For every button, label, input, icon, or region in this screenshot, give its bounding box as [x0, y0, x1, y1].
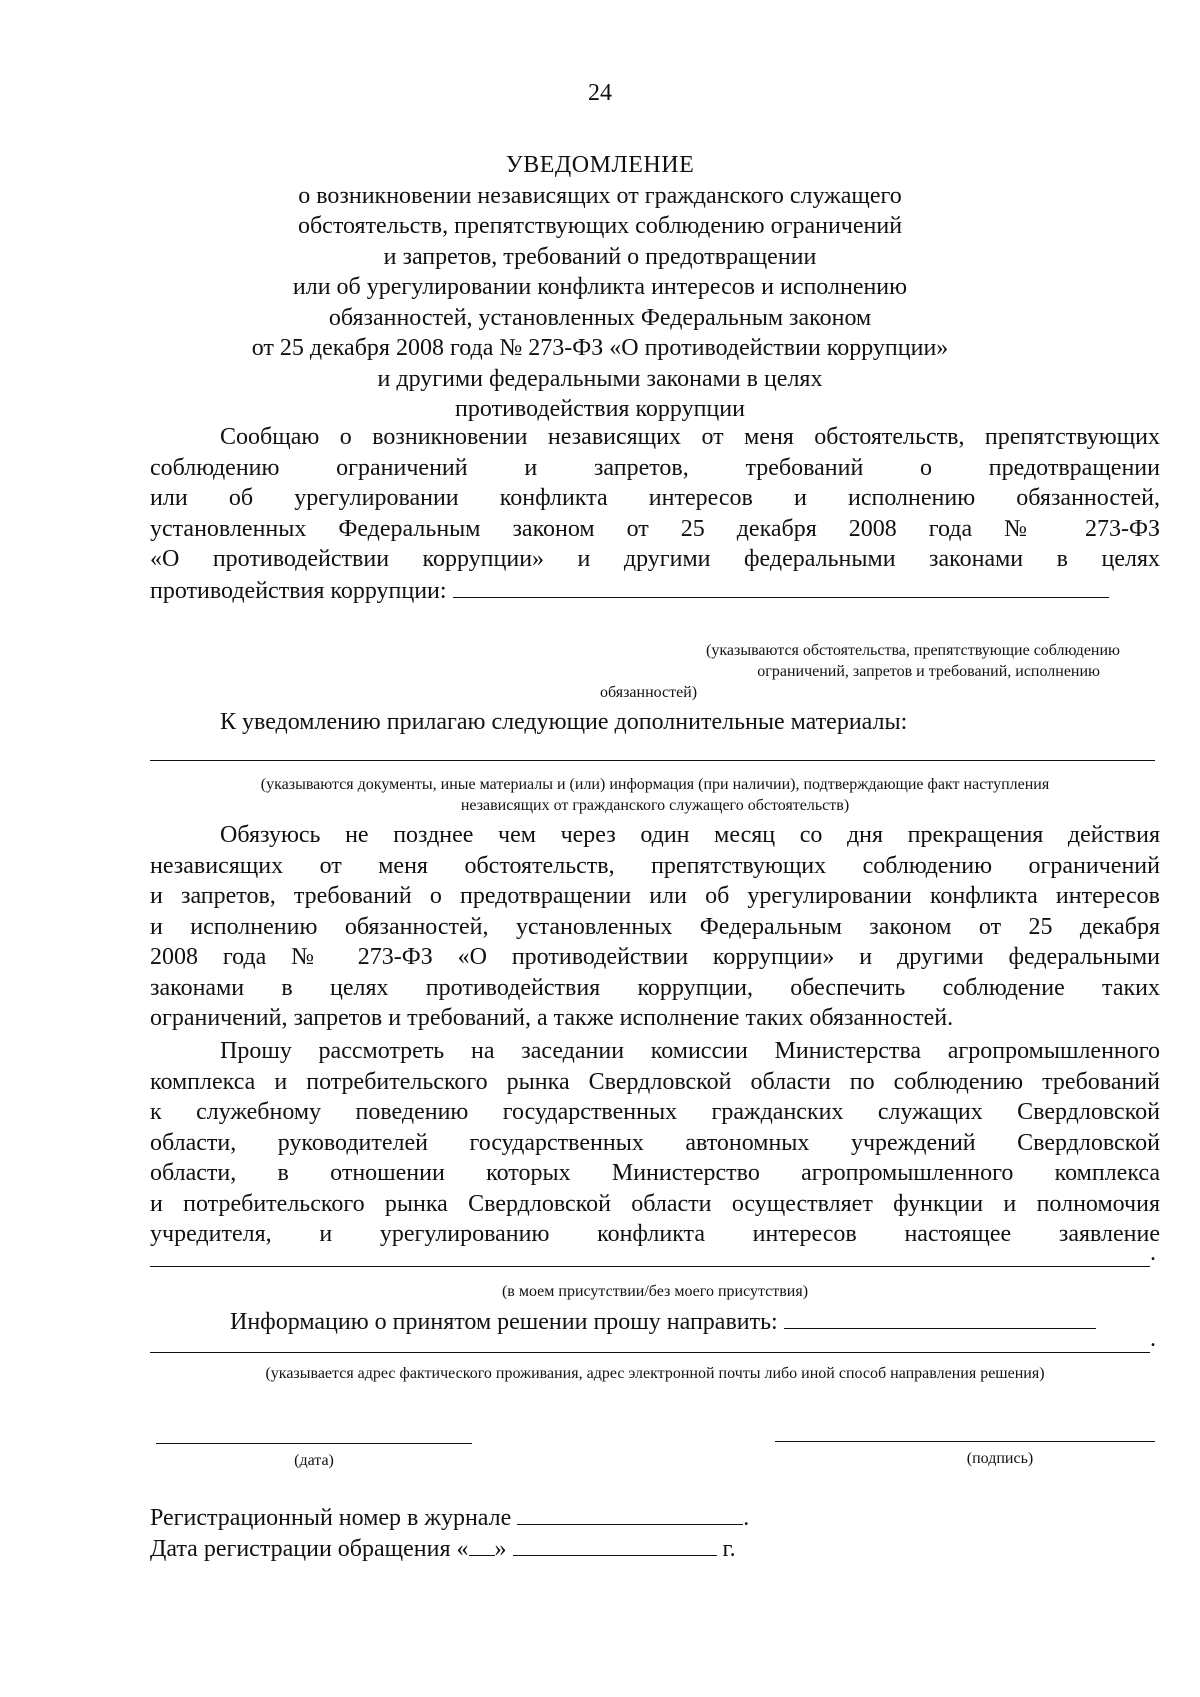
- registration-date-prefix: Дата регистрации обращения «: [150, 1535, 469, 1562]
- paragraph-line: соблюдению ограничений и запретов, требований о предотвращении: [150, 454, 1160, 481]
- title-line: о возникновении независящих от гражданского служащего: [298, 182, 902, 209]
- title-line: и другими федеральными законами в целях: [377, 365, 823, 392]
- hint-line: ограничений, запретов и требований, исполнению: [757, 663, 1100, 680]
- period-mark: .: [1150, 1326, 1156, 1352]
- info-fill-line[interactable]: [784, 1306, 1096, 1329]
- document-title: [200, 150, 1000, 425]
- registration-day-fill[interactable]: [469, 1533, 495, 1556]
- address-hint: (указывается адрес фактического проживания, адрес электронной почты либо иной способ направления решения): [265, 1365, 1045, 1382]
- paragraph-line: к служебному поведению государственных гражданских служащих Свердловской: [150, 1099, 1160, 1125]
- hint-line: (указываются обстоятельства, препятствующие соблюдению: [706, 642, 1120, 659]
- info-line: [150, 1306, 1160, 1337]
- paragraph-line: и исполнению обязанностей, установленных Федеральным законом от 25 декабря: [150, 913, 1160, 940]
- paragraph-line: комплекса и потребительского рынка Свердловской области по соблюдению требований: [150, 1068, 1160, 1095]
- title-line: или об урегулировании конфликта интересов и исполнению: [292, 274, 908, 300]
- paragraph-line: 2008 года № 273-ФЗ «О противодействии коррупции» и другими федеральными: [150, 944, 1160, 970]
- paragraph-line: или об урегулировании конфликта интересов и исполнению обязанностей,: [150, 485, 1160, 511]
- paragraph-line: независящих от меня обстоятельств, препятствующих соблюдению ограничений: [150, 852, 1160, 879]
- paragraph-line: области, руководителей государственных автономных учреждений Свердловской: [150, 1129, 1160, 1156]
- signature-label: (подпись): [966, 1450, 1034, 1467]
- paragraph-line: области, в отношении которых Министерство агропромышленного комплекса: [150, 1160, 1160, 1186]
- circumstances-fill-line[interactable]: [453, 575, 1109, 598]
- circumstances-hint: [600, 640, 1120, 703]
- hint-line: независящих от гражданского служащего обстоятельств): [460, 797, 850, 814]
- paragraph-line: Прошу рассмотреть на заседании комиссии Министерства агропромышленного: [220, 1038, 1160, 1064]
- attachments-hint: [150, 774, 1160, 816]
- page-number: 24: [588, 80, 612, 106]
- registration-number-line: Регистрационный номер в журнале .: [150, 1502, 1160, 1533]
- registration-date-mid: »: [494, 1535, 507, 1562]
- hint-line: (указываются документы, иные материалы и (или) информация (при наличии), подтверждающие факт наступления: [260, 776, 1050, 793]
- paragraph-circumstances: [150, 422, 1160, 605]
- attachments-text: К уведомлению прилагаю следующие дополнительные материалы:: [220, 709, 908, 735]
- registration-year-suffix: г.: [722, 1535, 736, 1562]
- paragraph-line: законами в целях противодействия коррупции, обеспечить соблюдение таких: [150, 974, 1160, 1001]
- hint-line: обязанностей): [600, 684, 698, 701]
- title-line: противодействия коррупции: [455, 396, 745, 422]
- period-mark: .: [1150, 1240, 1156, 1266]
- paragraph-line: ограничений, запретов и требований, а также исполнение таких обязанностей.: [150, 1005, 954, 1031]
- paragraph-line: Сообщаю о возникновении независящих от меня обстоятельств, препятствующих: [220, 424, 1160, 450]
- paragraph-line: и запретов, требований о предотвращении или об урегулировании конфликта интересов: [150, 883, 1160, 909]
- registration-date-line: [150, 1533, 1160, 1564]
- paragraph-line: Обязуюсь не позднее чем через один месяц со дня прекращения действия: [220, 822, 1160, 848]
- date-label: (дата): [294, 1452, 334, 1469]
- registration-month-fill[interactable]: [513, 1533, 717, 1556]
- title-line: обязанностей, установленных Федеральным законом: [328, 304, 872, 331]
- presence-hint: (в моем присутствии/без моего присутствия): [501, 1283, 809, 1300]
- registration-number-fill[interactable]: [517, 1502, 743, 1525]
- paragraph-line: и потребительского рынка Свердловской области осуществляет функции и полномочия: [150, 1190, 1160, 1217]
- paragraph-request: [150, 1036, 1160, 1250]
- paragraph-obligation: [150, 820, 1160, 1034]
- registration-block: [150, 1502, 1160, 1563]
- signature-fill-line[interactable]: [775, 1441, 1155, 1442]
- attachments-statement: [150, 707, 1160, 738]
- info-request: [150, 1306, 1160, 1337]
- registration-number-label: Регистрационный номер в журнале: [150, 1505, 512, 1531]
- presence-fill-line[interactable]: [150, 1266, 1150, 1267]
- title-line: обстоятельств, препятствующих соблюдению ограничений: [297, 213, 903, 239]
- title-line: и запретов, требований о предотвращении: [383, 243, 817, 270]
- address-fill-line[interactable]: [150, 1352, 1150, 1353]
- paragraph-line: [150, 575, 1160, 606]
- title-heading: УВЕДОМЛЕНИЕ: [505, 152, 695, 178]
- title-line: от 25 декабря 2008 года № 273-ФЗ «О противодействии коррупции»: [251, 335, 949, 361]
- paragraph-line-text: противодействия коррупции:: [150, 577, 447, 604]
- paragraph-line: установленных Федеральным законом от 25 декабря 2008 года № 273-ФЗ: [150, 515, 1160, 542]
- info-text: Информацию о принятом решении прошу направить:: [230, 1309, 778, 1335]
- paragraph-line: учредителя, и урегулированию конфликта интересов настоящее заявление: [150, 1221, 1160, 1247]
- paragraph-line: «О противодействии коррупции» и другими федеральными законами в целях: [150, 546, 1160, 572]
- date-fill-line[interactable]: [156, 1443, 472, 1444]
- attachments-fill-line[interactable]: [150, 760, 1155, 761]
